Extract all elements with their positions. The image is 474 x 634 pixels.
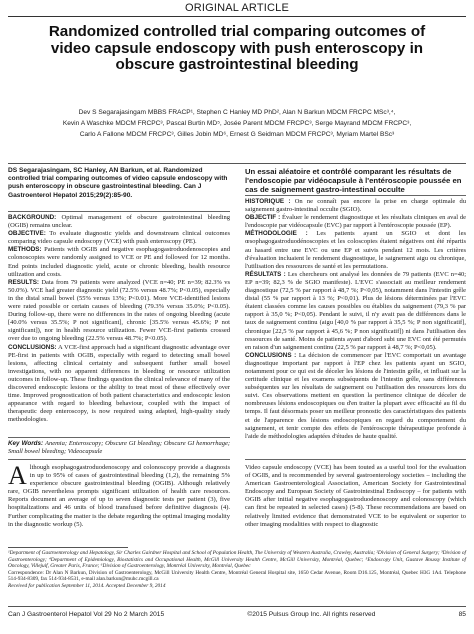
copyright: ©2015 Pulsus Group Inc. All rights reserved: [247, 611, 376, 618]
text: Optimal management of obscure gastrointestinal bleeding (OGIB) remains unclear.: [8, 214, 230, 230]
title-line: video capsule endoscopy with push enteroscopy in: [50, 39, 424, 57]
resume-objectif: [245, 214, 466, 230]
keywords-label: Key Words:: [8, 440, 44, 447]
text: Data from 79 patients were analyzed (VCE n=40; PE n=39; 82.3% vs 50.0%). VCE had greater diagnostic yield (72.5% versus 48.7%; P<0.05), especially in the distal small bowel (55% versus 13%; P<0.01). More VCE-identified lesions were rated possible or certain causes of bleeding (79.3% versus 35.0%; P<0.05). During follow-up, there were no differences in the rates of ongoing bleeding (acute [40.0% versus 35.5%; P not significant], chronic [35.5% versus 45.6%; P not significant]), nor in health resource utilization. Fewer VCE-first patients crossed over due to ongoing bleeding (22.5% versus 48.7%; P<0.05).: [8, 278, 231, 343]
article-title: [10, 24, 464, 74]
abstract-results: [8, 279, 230, 344]
label: RÉSULTATS :: [245, 270, 286, 278]
label: CONCLUSIONS :: [245, 351, 297, 359]
text: La décision de commencer par l'EVC comportait un avantage diagnostique important par rapport à l'EP chez les patients ayant un SGIO, notamment pour ce qui est de déceler les lésions de l'intestin grêle, et influait sur la certitude clinique et les examens subséquents de l'intestin grêle, sans différences subséquentes sur les résultats de saignement ou l'utilisation des ressources lors du suivi. Ces observations mettent en question la pertinence clinique de déceler de nombreuses lésions endoscopiques ou d'en traiter la plupart avec efficacité au fil du temps. Il faut désormais poser un meilleur pronostic des caractéristiques des patients et de l'apparence des lésions endoscopiques en regard du comportement du saignement, et tenir compte des effets de l'entéroscopie thérapeutique profonde à l'aide de méthodologies adaptées d'études de haute qualité.: [245, 351, 466, 440]
footnote-rule: [8, 547, 128, 548]
drop-cap: A: [8, 461, 27, 490]
divider: [8, 163, 466, 164]
resume-historique: [245, 198, 466, 214]
label: BACKGROUND:: [8, 214, 57, 221]
journal-citation: Can J Gastroenterol Hepatol Vol 29 No 2 March 2015: [8, 611, 165, 618]
footnotes: [8, 550, 466, 590]
french-abstract: [245, 198, 466, 441]
intro-right: Video capsule endoscopy (VCE) has been touted as a useful tool for the evaluation of OGIB, and is recommended by several gastroenterology societies – including the American Gastroenterological Association, American Society for Gastrointestinal Endoscopy and European Society of Gastrointestinal Endoscopy – for patients with OGIB after initial negative esophagogastroduodenoscopy and colonoscopy (which can first be repeated in selected cases) (5-8). These recommendations are based on relatively limited evidence that demonstrated VCE to be equivalent or superior to other imaging modalities with respect to diagnostic: [245, 464, 466, 528]
divider: [8, 459, 230, 460]
page-footer: [8, 611, 466, 618]
abstract-objective: [8, 230, 230, 246]
resume-methodologie: [245, 230, 466, 270]
abstract-methods: [8, 246, 230, 278]
resume-resultats: [245, 271, 466, 352]
author-line: Dev S Segarajasingam MBBS FRACP¹, Stephen C Hanley MD PhD², Alan N Barkun MDCM FRCPC MSc³,⁴,: [78, 109, 396, 116]
section-label: ORIGINAL ARTICLE: [184, 2, 290, 14]
resume-conclusions: [245, 352, 466, 441]
abstract-conclusions: [8, 344, 230, 425]
correspondence: Correspondence: Dr Alan N Barkun, Division of Gastroenterology, McGill University Health Centre, Montréal General Hospital site, 1650 Cedar Avenue, Room D16.125, Montréal, Quebec H3G 1A4. Telephone 514-934-8309, fax 514-934-8531, e-mail alan.barkun@muhc.mcgill.ca: [8, 569, 466, 583]
text: A VCE-first approach had a significant diagnostic advantage over PE-first in patients with OGIB, especially with regard to detecting small bowel lesions, affecting clinical certainty and subsequent further small bowel investigations, with no apparent differences in bleeding or resource utilization outcomes in follow-up. These findings question the clinical relevance of many of the discovered endoscopic lesions or the ability to treat most of these effectively over time. Improved prognostication of both patient characteristics and endoscopic lesion appearance with regard to bleeding behaviour, coupled with the impact of therapeutic deep enteroscopy, is now required using adapted, high-quality study methodologies.: [8, 343, 230, 424]
english-abstract: [8, 214, 230, 424]
affiliations: ¹Department of Gastroenterology and Hepatology, Sir Charles Gairdner Hospital and School of Population Health, The University of Western Australia, Crawley, Australia; ²Division of General Surgery; ³Division of Gastroenterology; ⁴Department of Epidemiology, Biostatistics and Occupational Health, McGill University Health Centre, McGill University, Montréal, Quebec; ⁵Endoscopy Unit, Gustave Roussy Institute of Oncology, Villejuif, Greater Paris, France; ⁶Division of Gastroenterology, Montréal University, Montréal, Quebec: [8, 550, 466, 570]
label: CONCLUSIONS:: [8, 343, 57, 351]
text: Évaluer le rendement diagnostique et les résultats cliniques en aval de l'endoscopie par vidéocapsule (EVC) par rapport à l'entéroscopie poussée (EP).: [245, 214, 467, 230]
text: Patients with OGIB and negative esophagogastroduodenoscopies and colonoscopies were randomly assigned to VCE or PE and followed for 12 months. End points included diagnostic yield, acute or chronic bleeding, health resource utilization and costs.: [8, 246, 230, 278]
text: Les patients ayant un SGIO et dont les œsophagogastroduodénoscopies et les coloscopies étaient négatives ont été répartis au hasard entre une EVC ou une EP et suivis pendant 12 mois. Les critères d'évaluation incluaient le rendement diagnostique, le saignement aigu ou chronique, l'utilisation des ressources de santé et les permutations.: [245, 230, 466, 270]
label: MÉTHODOLOGIE :: [245, 230, 308, 238]
text: To evaluate diagnostic yields and downstream clinical outcomes comparing video capsule endoscopy (VCE) with push enteroscopy (PE).: [8, 230, 231, 246]
header-rule: [8, 16, 466, 17]
author-line: Carlo A Fallone MDCM FRCPC³, Gilles Jobin MD⁶, Ernest G Seidman MDCM FRCPC³, Myriam Martel BSc³: [79, 131, 395, 138]
received-dates: Received for publication September 11, 2014. Accepted December 9, 2014: [8, 582, 166, 589]
text: Les chercheurs ont analysé les données de 79 patients (EVC n=40; EP n=39; 82,3 % de SGIO manifeste). L'EVC s'associait au meilleur rendement diagnostique (72,5 % par rapport à 48,7 %; P<0,05), notamment dans l'intestin grêle distal (55 % par rapport à 13 %; P<0,01). Plus de lésions déterminées par l'EVC étaient classées comme les causes possibles ou établies du saignement (79,3 % par rapport à 35,0 %; P<0,05). Pendant le suivi, il n'y avait pas de différences dans le taux de saignement continu (aigu [40,0 % par rapport à 35,5 %; P non significatif], chronique [22,5 % par rapport à 45,6 %; P non significatif]) ni dans l'utilisation des ressources de santé. Moins de patients ayant d'abord subi une EVC ont été permutés en raison d'un saignement continu (22,5 % par rapport à 48,7 %; P<0,05).: [245, 270, 466, 351]
intro-left: [8, 461, 230, 529]
label: RESULTS:: [8, 278, 40, 286]
divider: [245, 195, 466, 196]
footer-rule: [8, 606, 466, 607]
french-title: Un essai aléatoire et contrôlé comparant les résultats de l'endoscopie par vidéocapsule à l'entéroscopie poussée en cas de saignement gastro-intestinal occulte: [245, 167, 462, 194]
label: HISTORIQUE :: [245, 198, 291, 205]
title-line: obscure gastrointestinal bleeding: [115, 56, 359, 74]
label: METHODS:: [8, 246, 42, 254]
citation: DS Segarajasingam, SC Hanley, AN Barkun, et al. Randomized controlled trial comparing outcomes of video capsule endoscopy with push enteroscopy in obscure gastrointestinal bleeding. Can J Gastroenterol Hepatol 2015;29(2):85-90.: [8, 167, 228, 199]
keywords-text: Anemia; Enteroscopy; Obscure GI bleeding; Obscure GI hemorrhage; Small bowel bleeding; Videocapsule: [8, 440, 231, 456]
label: OBJECTIF :: [245, 214, 281, 222]
intro-text: lthough esophagogastroduodenoscopy and colonoscopy provide a diagnosis in up to 95% of cases of gastrointestinal bleeding (1,2), the remaining 5% experience obscure gastrointestinal bleeding (OGIB). Although relatively rare, OGIB nevertheless prompts significant utilization of health care resources. Reports document an average of up to seven diagnostic tests per patient (3), five hospitalizations and 46 units of blood transfused before definitive diagnosis (4). Further complicating the matter is the debate regarding the optimal imaging modality in the diagnostic workup (5).: [8, 464, 230, 528]
text: On ne connaît pas encore la prise en charge optimale du saignement gastro-intestinal occulte (SGIO).: [245, 198, 466, 214]
author-line: Kevin A Waschke MDCM FRCPC³, Pascal Burtin MD⁵, Josée Parent MDCM FRCPC³, Serge Mayrand MDCM FRCPC³,: [62, 120, 412, 127]
divider: [8, 211, 230, 212]
divider: [8, 437, 230, 438]
divider: [245, 459, 466, 460]
abstract-background: [8, 214, 230, 230]
keywords: [8, 440, 230, 456]
page-number: 85: [458, 611, 466, 618]
author-list: [12, 107, 462, 140]
title-line: Randomized controlled trial comparing outcomes of: [48, 23, 426, 40]
label: OBJECTIVE:: [8, 230, 46, 238]
